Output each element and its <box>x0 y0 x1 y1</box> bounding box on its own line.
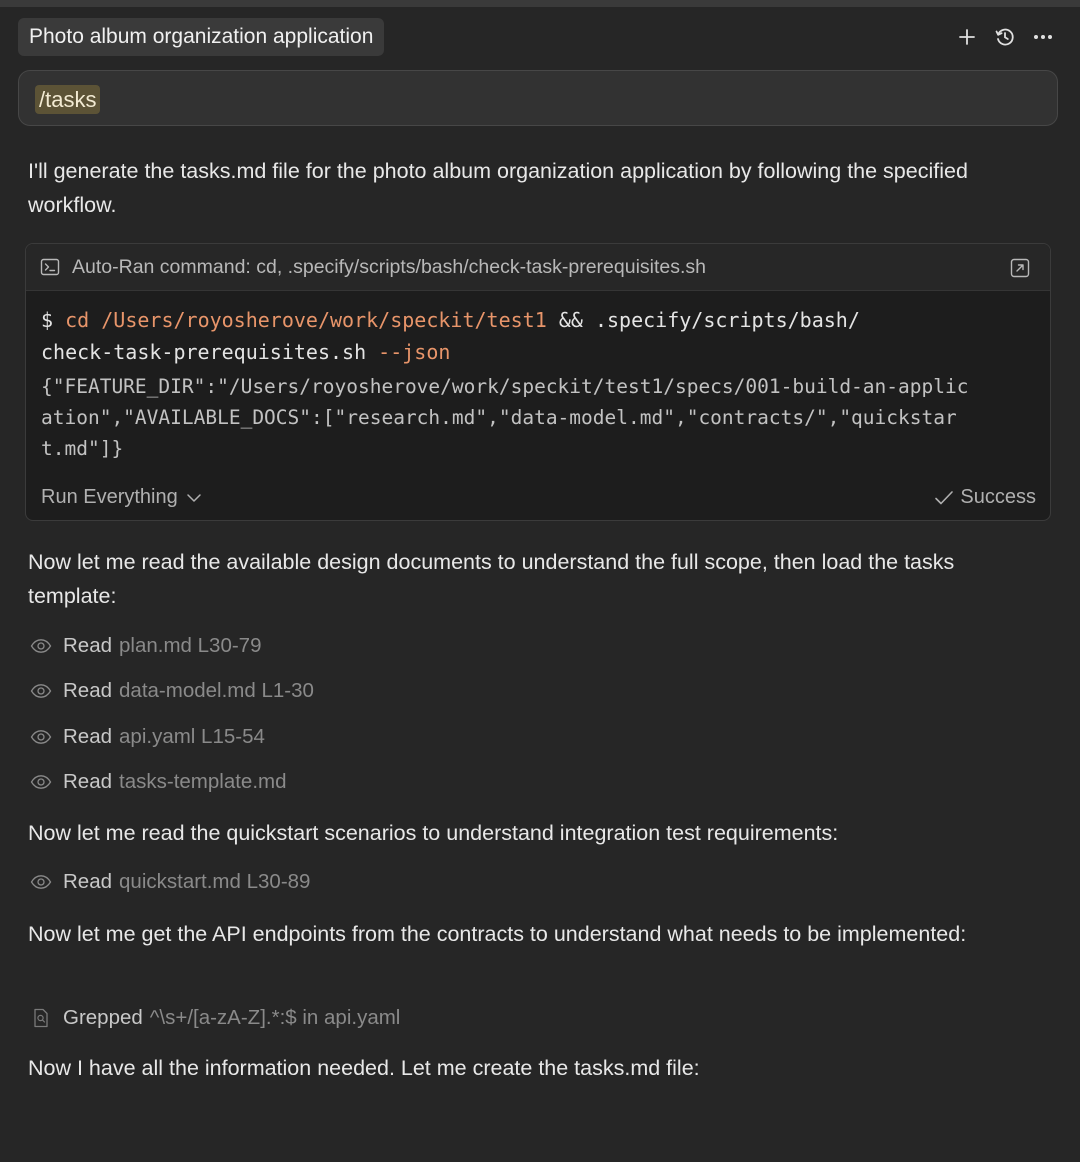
tool-step-grep[interactable] <box>30 1004 400 1032</box>
run-mode-label: Run Everything <box>41 486 178 508</box>
tool-step-read[interactable] <box>30 768 287 796</box>
command-flag: --json <box>378 340 451 364</box>
window-top-edge <box>0 0 1080 7</box>
slash-command-tag: /tasks <box>35 85 100 114</box>
command-status <box>934 474 1036 520</box>
chevron-down-icon <box>186 493 202 503</box>
command-line-1 <box>41 304 1037 336</box>
output-line: t.md"]} <box>41 437 124 460</box>
plus-icon[interactable] <box>956 24 978 50</box>
step-verb: Read <box>63 770 113 793</box>
step-target: data-model.md L1-30 <box>119 679 314 702</box>
header-actions <box>956 24 1054 50</box>
command-script-name: check-task-prerequisites.sh <box>41 340 367 364</box>
assistant-message-read-docs: Now let me read the available design documents to understand the full scope, then load the tasks template: <box>28 550 955 608</box>
command-card <box>25 243 1051 521</box>
open-external-icon[interactable] <box>1010 258 1030 278</box>
terminal-icon <box>40 257 60 277</box>
chat-header <box>18 18 1062 56</box>
assistant-message-intro: I'll generate the tasks.md file for the photo album organization application by following the specified workflow. <box>28 159 968 217</box>
grep-icon <box>30 1007 52 1029</box>
command-cd: cd <box>65 308 90 332</box>
step-target: plan.md L30-79 <box>119 634 262 657</box>
command-label: Auto-Ran command: cd, .specify/scripts/bash/check-task-prerequisites.sh <box>72 256 707 278</box>
output-line: {"FEATURE_DIR":"/Users/royosherove/work/speckit/test1/specs/001-build-an-applic <box>41 375 969 398</box>
command-line-2 <box>41 336 1037 368</box>
eye-icon <box>30 726 52 748</box>
shell-prompt: $ <box>41 308 54 332</box>
step-verb: Read <box>63 634 113 657</box>
status-label: Success <box>960 486 1036 508</box>
step-target: quickstart.md L30-89 <box>119 870 311 893</box>
history-icon[interactable] <box>994 24 1016 50</box>
command-script-dir: .specify/scripts/bash/ <box>594 308 860 332</box>
check-icon <box>934 490 954 506</box>
step-verb: Grepped <box>63 1006 143 1029</box>
tool-step-read[interactable] <box>30 868 310 896</box>
eye-icon <box>30 771 52 793</box>
assistant-message-read-quickstart: Now let me read the quickstart scenarios to understand integration test requirements: <box>28 821 839 845</box>
eye-icon <box>30 680 52 702</box>
command-card-header <box>26 244 1050 291</box>
eye-icon <box>30 635 52 657</box>
chat-title[interactable]: Photo album organization application <box>18 18 384 56</box>
output-line: ation","AVAILABLE_DOCS":["research.md","data-model.md","contracts/","quickstar <box>41 406 957 429</box>
step-target: tasks-template.md <box>119 770 287 793</box>
assistant-message-get-api: Now let me get the API endpoints from the contracts to understand what needs to be implemented: <box>28 922 967 946</box>
tool-step-read[interactable] <box>30 723 265 751</box>
run-mode-dropdown[interactable] <box>41 474 202 520</box>
step-verb: Read <box>63 679 113 702</box>
user-prompt-box[interactable] <box>18 70 1058 126</box>
more-icon[interactable] <box>1032 24 1054 50</box>
command-output <box>41 371 1037 464</box>
command-card-footer <box>26 474 1050 520</box>
command-and: && <box>558 308 583 332</box>
step-verb: Read <box>63 725 113 748</box>
command-path: /Users/royosherove/work/speckit/test1 <box>101 308 547 332</box>
assistant-message-final: Now I have all the information needed. Let me create the tasks.md file: <box>28 1056 700 1080</box>
tool-step-read[interactable] <box>30 677 314 705</box>
command-body <box>41 304 1037 464</box>
step-target: api.yaml L15-54 <box>119 725 265 748</box>
eye-icon <box>30 871 52 893</box>
step-target: ^\s+/[a-zA-Z].*:$ in api.yaml <box>149 1006 401 1029</box>
tool-step-read[interactable] <box>30 632 261 660</box>
step-verb: Read <box>63 870 113 893</box>
